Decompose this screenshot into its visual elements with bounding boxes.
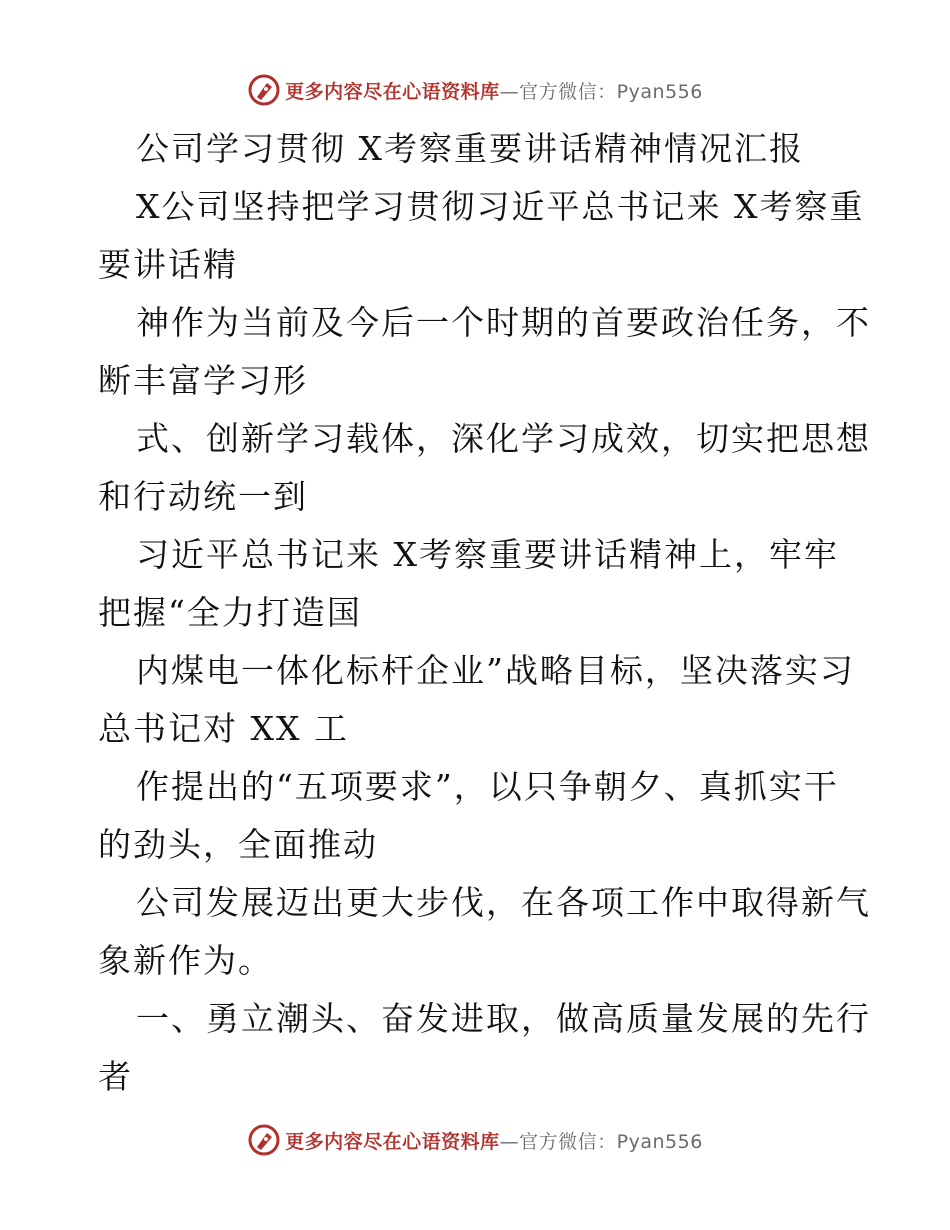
paragraph-line: 习近平总书记来 X考察重要讲话精神上，牢牢 xyxy=(136,535,839,574)
footer-banner-wechat: —官方微信：Pyan556 xyxy=(499,1130,703,1153)
paragraph-line: 作提出的“五项要求”，以只争朝夕、真抓实干 xyxy=(136,767,839,806)
paragraph-line: 要讲话精 xyxy=(98,245,238,284)
footer-banner-title: 更多内容尽在心语资料库 xyxy=(285,1130,500,1153)
fountain-pen-logo-icon xyxy=(247,1123,281,1157)
document-body xyxy=(98,120,871,1106)
paragraph-line: X公司坚持把学习贯彻习近平总书记来 X考察重 xyxy=(136,187,865,226)
footer-banner-text xyxy=(285,1127,703,1154)
header-banner-wechat: —官方微信：Pyan556 xyxy=(499,80,703,103)
section-heading: 一、勇立潮头、奋发进取，做高质量发展的先行 xyxy=(136,999,871,1038)
paragraph-line: 神作为当前及今后一个时期的首要政治任务，不 xyxy=(136,303,871,342)
header-banner xyxy=(0,70,950,110)
paragraph-line: 内煤电一体化标杆企业”战略目标，坚决落实习 xyxy=(136,651,855,690)
paragraph-line: 和行动统一到 xyxy=(98,477,308,516)
fountain-pen-logo-icon xyxy=(247,73,281,107)
paragraph-line: 把握“全力打造国 xyxy=(98,593,362,632)
document-title: 公司学习贯彻 X考察重要讲话精神情况汇报 xyxy=(136,129,804,168)
paragraph-line: 式、创新学习载体，深化学习成效，切实把思想 xyxy=(136,419,871,458)
paragraph-line: 的劲头，全面推动 xyxy=(98,825,378,864)
header-banner-title: 更多内容尽在心语资料库 xyxy=(285,80,500,103)
paragraph-line: 总书记对 XX 工 xyxy=(98,709,349,748)
header-banner-text xyxy=(285,77,703,104)
footer-banner xyxy=(0,1120,950,1160)
paragraph-line: 公司发展迈出更大步伐，在各项工作中取得新气 xyxy=(136,883,871,922)
paragraph-line: 断丰富学习形 xyxy=(98,361,308,400)
paragraph-line: 象新作为。 xyxy=(98,941,273,980)
section-heading-continued: 者 xyxy=(98,1057,133,1096)
